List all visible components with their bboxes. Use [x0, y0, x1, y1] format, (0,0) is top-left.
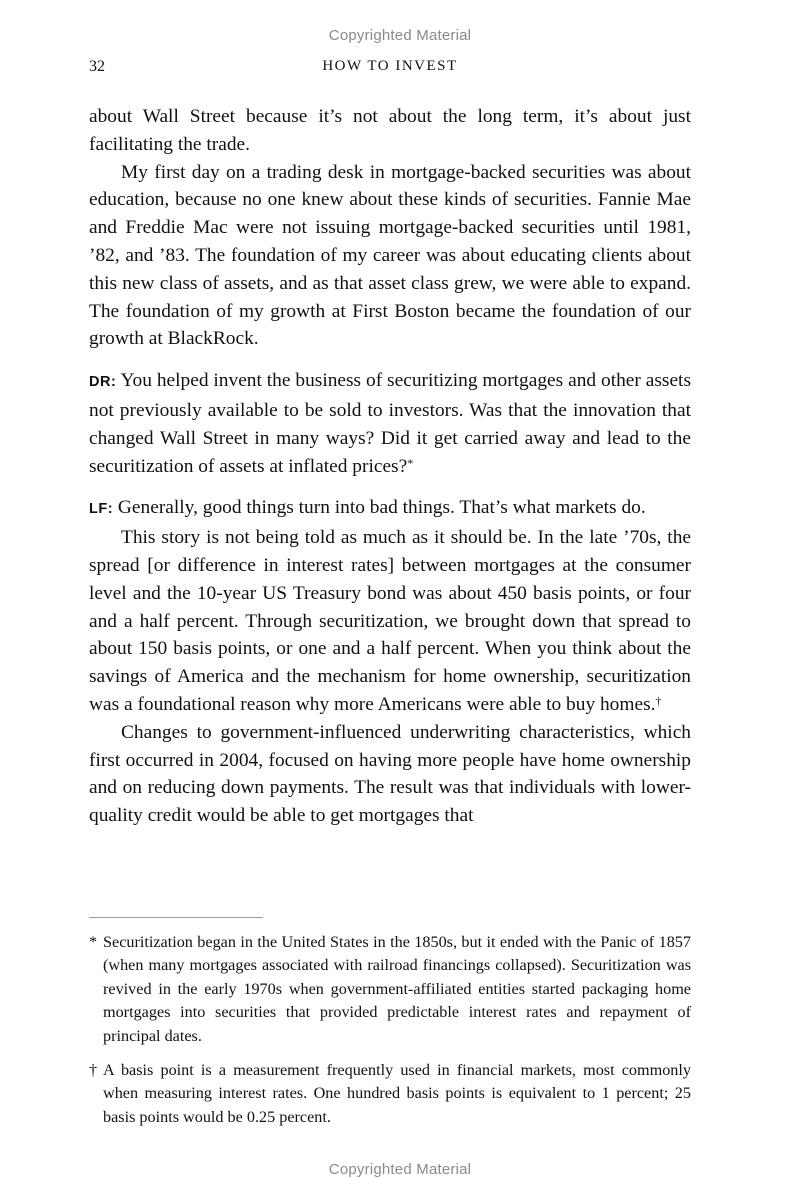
footnote-securitization — [89, 931, 691, 1048]
footnote-ref-dagger: † — [655, 693, 662, 708]
footnote-mark: † — [89, 1061, 98, 1080]
copyright-watermark-top: Copyrighted Material — [328, 27, 472, 44]
footnote-mark: * — [89, 933, 98, 951]
question-text: You helped invent the business of securitizing mortgages and other assets not previously available to be sold to investors. Was that the innovation that changed Wall Street in many ways? Did it get carried away and lead to the securitization of assets at inflated prices? — [89, 370, 691, 477]
answer-lf — [89, 494, 691, 524]
paragraph-spread-text: This story is not being told as much as it should be. In the late ’70s, the spread [or difference in interest rates] between mortgages at the consumer level and the 10-year US Treasury bond was about 450 basis points, or four and a half percent. Through securitization, we brought down that spread to about 150 basis points, or one and a half percent. When you think about the savings of America and the mechanism for home ownership, securitization was a foundational reason why more Americans were able to buy homes. — [89, 527, 691, 715]
answer-text: Generally, good things turn into bad things. That’s what markets do. — [117, 497, 646, 519]
running-header — [89, 58, 691, 80]
body-text — [89, 103, 691, 830]
footnote-text: A basis point is a measurement frequently used in financial markets, most commonly when measuring interest rates. One hundred basis points is equivalent to 1 percent; 25 basis points would be 0.25 percent. — [103, 1061, 691, 1126]
footnote-divider — [89, 917, 263, 918]
footnote-text: Securitization began in the United States in the 1850s, but it ended with the Panic of 1857 (when many mortgages associated with railroad financings collapsed). Securitization was revived in the early 1970s when government-affiliated entities started packaging home mortgages into securities that provided predictable interest rates and repayment of principal dates. — [103, 933, 691, 1045]
footnote-basis-point — [89, 1059, 691, 1129]
speaker-label-lf: LF: — [89, 501, 114, 518]
paragraph-continuation: about Wall Street because it’s not about the long term, it’s about just facilitating the trade. — [89, 106, 691, 155]
question-dr — [89, 367, 691, 480]
page-number: 32 — [89, 58, 105, 75]
footnotes — [89, 931, 691, 1129]
speaker-label-dr: DR: — [89, 374, 117, 391]
running-title: HOW TO INVEST — [322, 58, 458, 74]
paragraph-first-day: My first day on a trading desk in mortgage-backed securities was about education, because no one knew about these kinds of securities. Fannie Mae and Freddie Mac were not issuing mortgage-backed securities until 1981, ’82, and ’83. The foundation of my career was about educating clients about this new class of assets, and as that asset class grew, we were able to expand. The foundation of my growth at First Boston became the foundation of our growth at BlackRock. — [89, 161, 691, 350]
paragraph-underwriting: Changes to government-influenced underwriting characteristics, which first occurred in 2004, focused on having more people have home ownership and on reducing down payments. The result was that individuals with lower-quality credit would be able to get mortgages that — [89, 721, 691, 827]
footnote-ref-asterisk: * — [407, 455, 414, 470]
paragraph-spread — [89, 524, 691, 719]
copyright-watermark-bottom: Copyrighted Material — [328, 1161, 472, 1178]
